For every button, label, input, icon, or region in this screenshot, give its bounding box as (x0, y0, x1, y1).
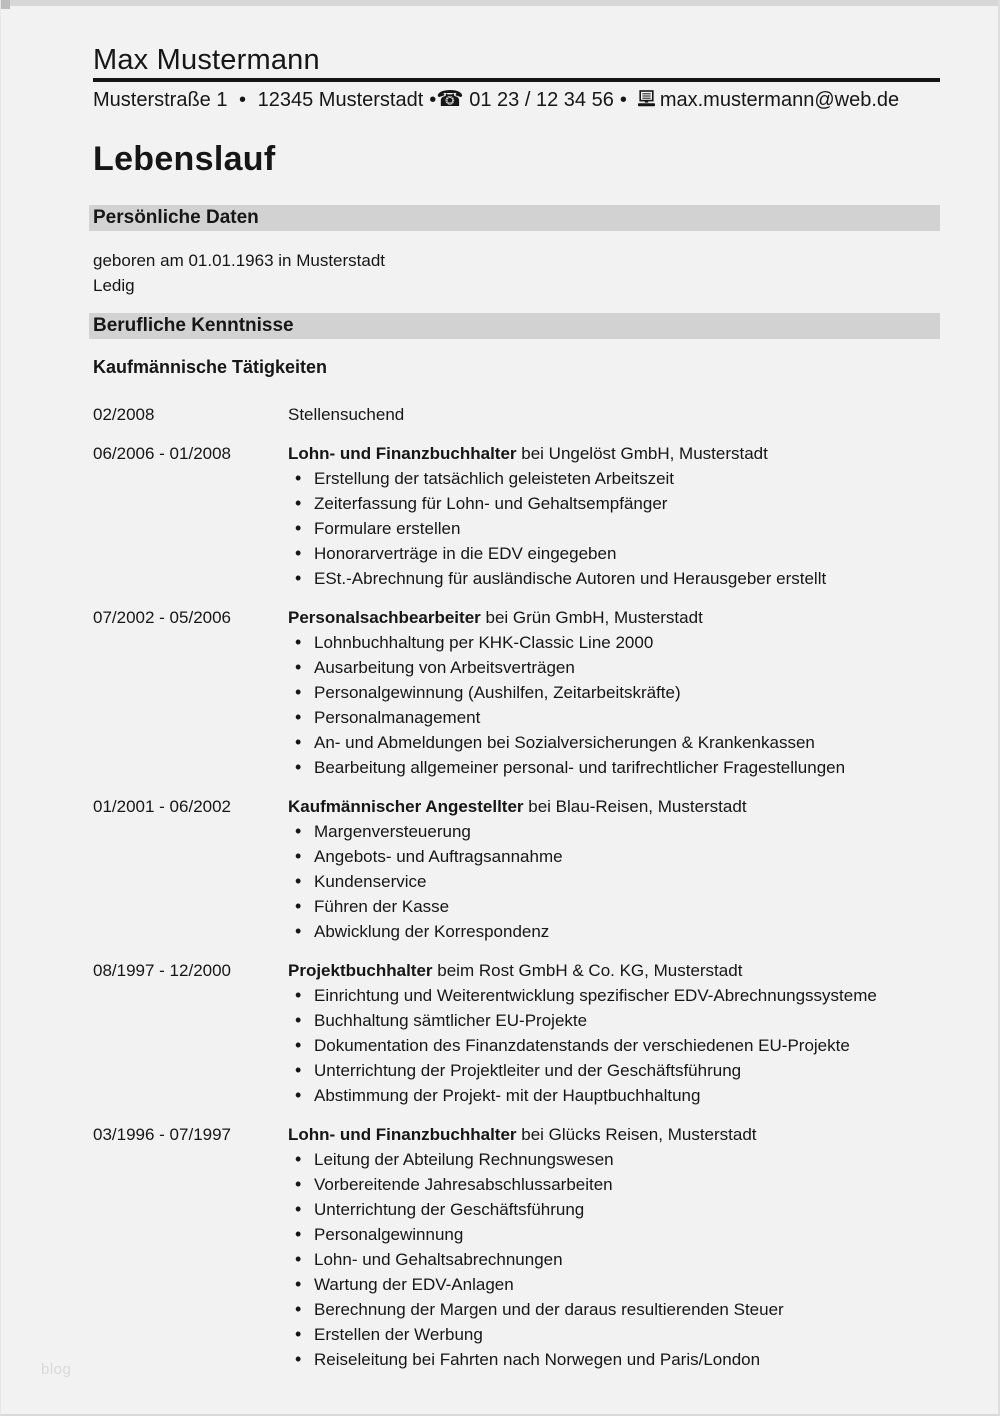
entry-body (288, 794, 940, 944)
duty-item: • Honorarverträge in die EDV eingegeben (288, 541, 940, 566)
entry-date: 02/2008 (93, 405, 155, 424)
job-title: Projektbuchhalter (288, 961, 433, 980)
duty-item: • Bearbeitung allgemeiner personal- und tarifrechtlicher Fragestellungen (288, 755, 940, 780)
entry-title (288, 794, 940, 819)
duty-item: • Einrichtung und Weiterentwicklung spezifischer EDV-Abrechnungssysteme (288, 983, 940, 1008)
employer-text: bei Grün GmbH, Musterstadt (480, 608, 703, 627)
duty-item: • Buchhaltung sämtlicher EU-Projekte (288, 1008, 940, 1033)
experience-entry (93, 958, 940, 1108)
employer-text: bei Blau-Reisen, Musterstadt (523, 797, 747, 816)
computer-email-icon (637, 89, 656, 113)
duty-list (288, 1147, 940, 1372)
person-name: Max Mustermann (93, 44, 940, 82)
resume-content (1, 6, 998, 1372)
duty-item: • Formulare erstellen (288, 516, 940, 541)
duty-item: • Personalmanagement (288, 705, 940, 730)
entry-title (288, 441, 940, 466)
duty-item: • ESt.-Abrechnung für ausländische Autoren und Herausgeber erstellt (288, 566, 940, 591)
experience-entry (93, 1122, 940, 1372)
entry-body (288, 1122, 940, 1372)
entry-date: 08/1997 - 12/2000 (93, 961, 232, 980)
duty-list (288, 630, 940, 780)
duty-item: • Erstellung der tatsächlich geleisteten Arbeitszeit (288, 466, 940, 491)
section-heading-personal: Persönliche Daten (89, 205, 940, 231)
experience-entry (93, 402, 940, 427)
contact-city: 12345 Musterstadt (257, 89, 424, 111)
duty-item: • Lohn- und Gehaltsabrechnungen (288, 1247, 940, 1272)
duty-item: • Unterrichtung der Geschäftsführung (288, 1197, 940, 1222)
entry-date: 07/2002 - 05/2006 (93, 608, 232, 627)
phone-icon: ☎ (436, 86, 464, 111)
document-title: Lebenslauf (93, 140, 276, 178)
marital-status-line: Ledig (93, 276, 135, 295)
contact-address: Musterstraße 1 (93, 89, 228, 111)
employer-text: beim Rost GmbH & Co. KG, Musterstadt (432, 961, 743, 980)
entry-date: 01/2001 - 06/2002 (93, 797, 232, 816)
duty-item: • Kundenservice (288, 869, 940, 894)
experience-list (93, 402, 940, 1372)
duty-item: • An- und Abmeldungen bei Sozialversicherungen & Krankenkassen (288, 730, 940, 755)
duty-item: • Ausarbeitung von Arbeitsverträgen (288, 655, 940, 680)
duty-item: • Personalgewinnung (Aushilfen, Zeitarbeitskräfte) (288, 680, 940, 705)
duty-item: • Dokumentation des Finanzdatenstands der verschiedenen EU-Projekte (288, 1033, 940, 1058)
category-subheading: Kaufmännische Tätigkeiten (93, 357, 328, 377)
entry-date: 06/2006 - 01/2008 (93, 444, 232, 463)
experience-entry (93, 441, 940, 591)
experience-entry (93, 794, 940, 944)
entry-body (288, 441, 940, 591)
entry-title (288, 1122, 940, 1147)
separator-bullet: • (429, 89, 437, 111)
duty-item: • Vorbereitende Jahresabschlussarbeiten (288, 1172, 940, 1197)
duty-item: • Wartung der EDV-Anlagen (288, 1272, 940, 1297)
duty-item: • Lohnbuchhaltung per KHK-Classic Line 2000 (288, 630, 940, 655)
duty-item: • Reiseleitung bei Fahrten nach Norwegen und Paris/London (288, 1347, 940, 1372)
separator-bullet: • (233, 89, 252, 111)
job-title: Lohn- und Finanzbuchhalter (288, 444, 517, 463)
personal-data-block (93, 248, 940, 298)
entry-body (288, 402, 940, 427)
contact-email: max.mustermann@web.de (659, 89, 900, 111)
employer-text: bei Ungelöst GmbH, Musterstadt (516, 444, 768, 463)
entry-date: 03/1996 - 07/1997 (93, 1125, 232, 1144)
contact-line (93, 82, 940, 113)
entry-title (288, 958, 940, 983)
duty-item: • Angebots- und Auftragsannahme (288, 844, 940, 869)
duty-item: • Personalgewinnung (288, 1222, 940, 1247)
duty-item: • Abstimmung der Projekt- mit der Hauptbuchhaltung (288, 1083, 940, 1108)
birth-line: geboren am 01.01.1963 in Musterstadt (93, 251, 386, 270)
job-title: Kaufmännischer Angestellter (288, 797, 524, 816)
duty-item: • Unterrichtung der Projektleiter und der Geschäftsführung (288, 1058, 940, 1083)
contact-phone: 01 23 / 12 34 56 (469, 89, 614, 111)
duty-item: • Leitung der Abteilung Rechnungswesen (288, 1147, 940, 1172)
entry-title (288, 605, 940, 630)
separator-bullet: • (619, 89, 627, 111)
entry-title: Stellensuchend (288, 405, 405, 424)
duty-item: • Abwicklung der Korrespondenz (288, 919, 940, 944)
entry-body (288, 958, 940, 1108)
section-heading-professional: Berufliche Kenntnisse (89, 313, 940, 339)
duty-list (288, 983, 940, 1108)
blog-watermark: blog (41, 1361, 72, 1378)
duty-item: • Margenversteuerung (288, 819, 940, 844)
job-title: Lohn- und Finanzbuchhalter (288, 1125, 517, 1144)
duty-item: • Erstellen der Werbung (288, 1322, 940, 1347)
duty-item: • Berechnung der Margen und der daraus resultierenden Steuer (288, 1297, 940, 1322)
employer-text: bei Glücks Reisen, Musterstadt (516, 1125, 757, 1144)
experience-entry (93, 605, 940, 780)
job-title: Personalsachbearbeiter (288, 608, 481, 627)
duty-list (288, 466, 940, 591)
duty-item: • Führen der Kasse (288, 894, 940, 919)
duty-list (288, 819, 940, 944)
entry-body (288, 605, 940, 780)
duty-item: • Zeiterfassung für Lohn- und Gehaltsempfänger (288, 491, 940, 516)
